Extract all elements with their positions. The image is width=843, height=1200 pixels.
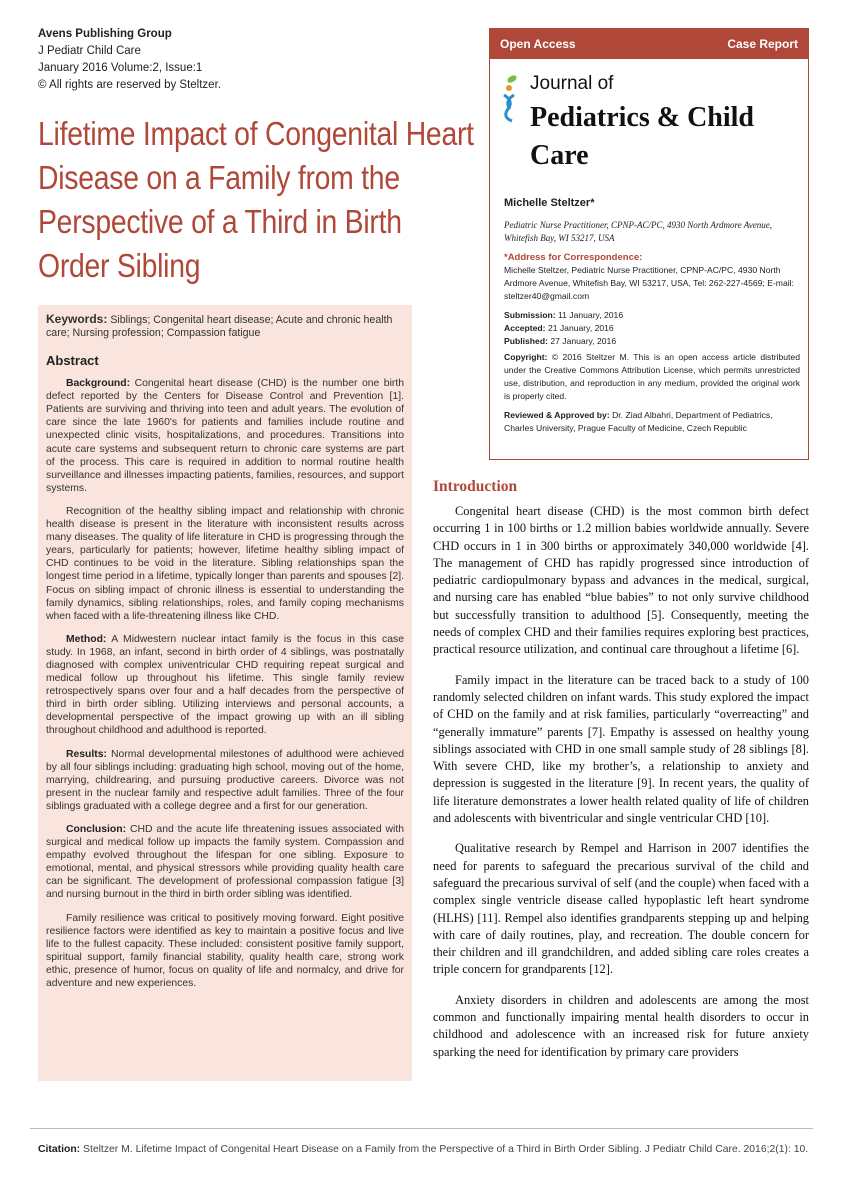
- abstract-method: [46, 633, 404, 738]
- results-text: Normal developmental milestones of adulthood were achieved by all four siblings including: graduating high school, moving out of the home, marrying, childrearing, and pursuing productive careers. Divorce was not present in the nuclear family and respective adult families. Three of the four siblings graduated with a college degree and a first for our generation.: [46, 748, 405, 812]
- method-label: Method:: [66, 633, 107, 645]
- conclusion-text: CHD and the acute life threatening issues associated with surgical and medical follow up impacts the family system. Compassion and empathy evolved throughout the lifespan for one sibling. Exposure to emotional, mental, and physical stressors while providing quality health care can be significant. The development of professional compassion fatigue [3] and nursing burnout in the third in birth order sibling was identified.: [46, 824, 405, 901]
- results-label: Results:: [66, 748, 107, 760]
- issue-info: January 2016 Volume:2, Issue:1: [38, 62, 203, 74]
- abstract-box: [38, 305, 412, 1081]
- author-name: Michelle Steltzer*: [504, 197, 595, 209]
- accepted-label: Accepted:: [504, 323, 546, 333]
- background-text: Congenital heart disease (CHD) is the number one birth defect reported by the Centers for Disease Control and Prevention [1]. Patients are surviving and thriving into teen and adult years. The evolution of care since the late 1960's for patients and families include routine and unexpected clinic visits, hospitalizations, and procedures. Transitions into acute care systems and subsequent return to chronic care systems are part of the process. This care is required in addition to normal routine health surveillance and illnesses impacting patients, families, resources, and support systems.: [46, 378, 405, 494]
- journal-logo-icon: [500, 73, 520, 123]
- author-affiliation: Pediatric Nurse Practitioner, CPNP-AC/PC, 4930 North Ardmore Avenue, Whitefish Bay, WI 53217, USA: [504, 220, 772, 243]
- abstract-conclusion: [46, 823, 404, 902]
- abstract-resilience: Family resilience was critical to positively moving forward. Eight positive resilience factors were identified as key to maintain a positive focus and live life to the fullest capacity. These included: consistent positive family support, spiritual support, family financial stability, quality health care, strong work ethic, presence of humor, focus on quality of life and normalcy, and drive for adventure and new experiences.: [46, 912, 404, 990]
- journal-info-box: [489, 28, 809, 460]
- intro-paragraph: Congenital heart disease (CHD) is the most common birth defect occurring 1 in 100 births or 1.2 million babies worldwide annually. Severe CHD occurs in 1 in 300 births or approximately 340,000 worldwide [4]. The management of CHD has rapidly progressed since introduction of pediatric cardiopulmonary bypass and advances in the medical, surgical, and nursing care has enabled “blue babies” to not only survive childhood but successfully transition to adulthood [5]. Consequently, meeting the needs of complex CHD and their families requires exploring best practices, practical resource utilization, and continual care throughout a lifetime [6].: [433, 504, 809, 657]
- reviewed-label: Reviewed & Approved by:: [504, 410, 610, 420]
- copyright-text: © 2016 Steltzer M. This is an open access article distributed under the Creative Commons Attribution License, which permits unrestricted use, distribution, and reproduction in any medium, provided the original work is properly cited.: [504, 352, 800, 401]
- citation-text: Steltzer M. Lifetime Impact of Congenital Heart Disease on a Family from the Perspective of a Third in Birth Order Sibling. J Pediatr Child Care. 2016;2(1): 10.: [83, 1144, 809, 1155]
- background-label: Background:: [66, 378, 131, 390]
- header-meta: [38, 26, 221, 94]
- citation-label: Citation:: [38, 1144, 81, 1155]
- journal-abbrev: J Pediatr Child Care: [38, 45, 141, 57]
- accepted-date: 21 January, 2016: [547, 323, 614, 333]
- keywords: [46, 313, 404, 340]
- footer-citation: [38, 1142, 818, 1157]
- open-access-label: Open Access: [500, 37, 576, 51]
- footer-divider: [30, 1128, 813, 1129]
- introduction-body: [433, 503, 809, 1074]
- introduction-heading: Introduction: [433, 478, 518, 495]
- article-title: Lifetime Impact of Congenital Heart Disease on a Family from the Perspective of a Third in Birth Order Sibling: [38, 115, 474, 284]
- correspondence-text: Michelle Steltzer, Pediatric Nurse Practitioner, CPNP-AC/PC, 4930 North Ardmore Avenue, Whitefish Bay, WI 53217, USA, Tel: 262-227-4569; E-mail: steltzer40@gmail.com: [504, 265, 794, 301]
- submission-label: Submission:: [504, 310, 556, 320]
- correspondence-heading: *Address for Correspondence:: [504, 252, 643, 263]
- correspondence-section: [504, 251, 800, 303]
- publisher-name: Avens Publishing Group: [38, 28, 172, 40]
- intro-paragraph: Qualitative research by Rempel and Harrison in 2007 identifies the need for parents to safeguard the precarious survival of the child and safeguard the precarious survival of self (and the couple) when faced with a complex single ventricle disease called hypoplastic left heart syndrome (HLHS) [11]. Rempel also identifies grandparents stepping up and helping with care of daily routines, play, and recreation. The double concern for their children and ill grandchildren, and added sibling care roles creates a triple concern for grandparents [12].: [433, 841, 809, 977]
- dates-section: [504, 309, 800, 348]
- reviewed-text: Dr. Ziad Albahri, Department of Pediatrics, Charles University, Prague Faculty of Medicine, Czech Republic: [504, 410, 773, 433]
- journal-of-label: Journal of: [530, 73, 614, 94]
- intro-paragraph: Anxiety disorders in children and adolescents are among the most common and functionally impairing mental health disorders to occur in childhood and adolescence with an increased risk for future anxiety sparking the need for identification by primary care providers: [433, 992, 809, 1059]
- published-label: Published:: [504, 336, 548, 346]
- intro-paragraph: Family impact in the literature can be traced back to a study of 100 randomly selected children on infant wards. This study explored the impact of CHD on the family and at risk families, particularly “overreacting” and “generally immature” parents [7]. Empathy is assessed on healthy young siblings associated with CHD in one small sample study of 28 siblings [8]. With severe CHD, like my brother’s, a relationship to anxiety and depression is suggested in the literature [9]. In recent years, the quality of life literature demonstrates a lower health related quality of life of children and adolescents with biventricular and single ventricular CHD [10].: [433, 672, 809, 826]
- abstract-results: [46, 748, 404, 813]
- copyright-section: [504, 351, 800, 403]
- conclusion-label: Conclusion:: [66, 824, 127, 835]
- abstract-background: [46, 377, 404, 495]
- method-text: A Midwestern nuclear intact family is the focus in this case study. In 1968, an infant, second in birth order of 4 siblings, was postnatally diagnosed with complex univentricular CHD requiring repeat surgical and medical follow up throughout his lifetime. This single family review retrospectively spans over four and a half decades from the perspective of third in birth order sibling. Utilizing interviews and personal accounts, a developmental perspective of the impact growing up with an ill sibling throughout childhood and adulthood is reported.: [46, 633, 404, 737]
- keywords-label: Keywords:: [46, 312, 108, 326]
- abstract-recognition: Recognition of the healthy sibling impact and relationship with chronic health disease is present in the literature with inconsistent results across many diseases. The quality of life literature in CHD is progressing through the years, particularly for patients; however, lifetime healthy sibling impact of CHD continues to be void in the literature. Sibling relationships span the longest time period in a lifetime, typically longer than parents and spouses [2]. Focus on sibling impact of chronic illness is essential to understanding the family dynamics, sibling relationships, roles, and family coping mechanisms when faced with a life-threatening illness like CHD.: [46, 505, 404, 622]
- journal-banner: [490, 29, 808, 59]
- published-date: 27 January, 2016: [550, 336, 617, 346]
- abstract-heading: Abstract: [46, 353, 99, 368]
- copyright-label: Copyright:: [504, 352, 548, 362]
- submission-date: 11 January, 2016: [557, 310, 624, 320]
- keywords-text: Siblings; Congenital heart disease; Acute and chronic health care; Nursing profession; Compassion fatigue: [46, 314, 393, 339]
- journal-name: Pediatrics & Child Care: [530, 102, 754, 171]
- case-report-label: Case Report: [727, 37, 798, 51]
- reviewed-section: [504, 409, 800, 435]
- rights-notice: © All rights are reserved by Steltzer.: [38, 79, 221, 91]
